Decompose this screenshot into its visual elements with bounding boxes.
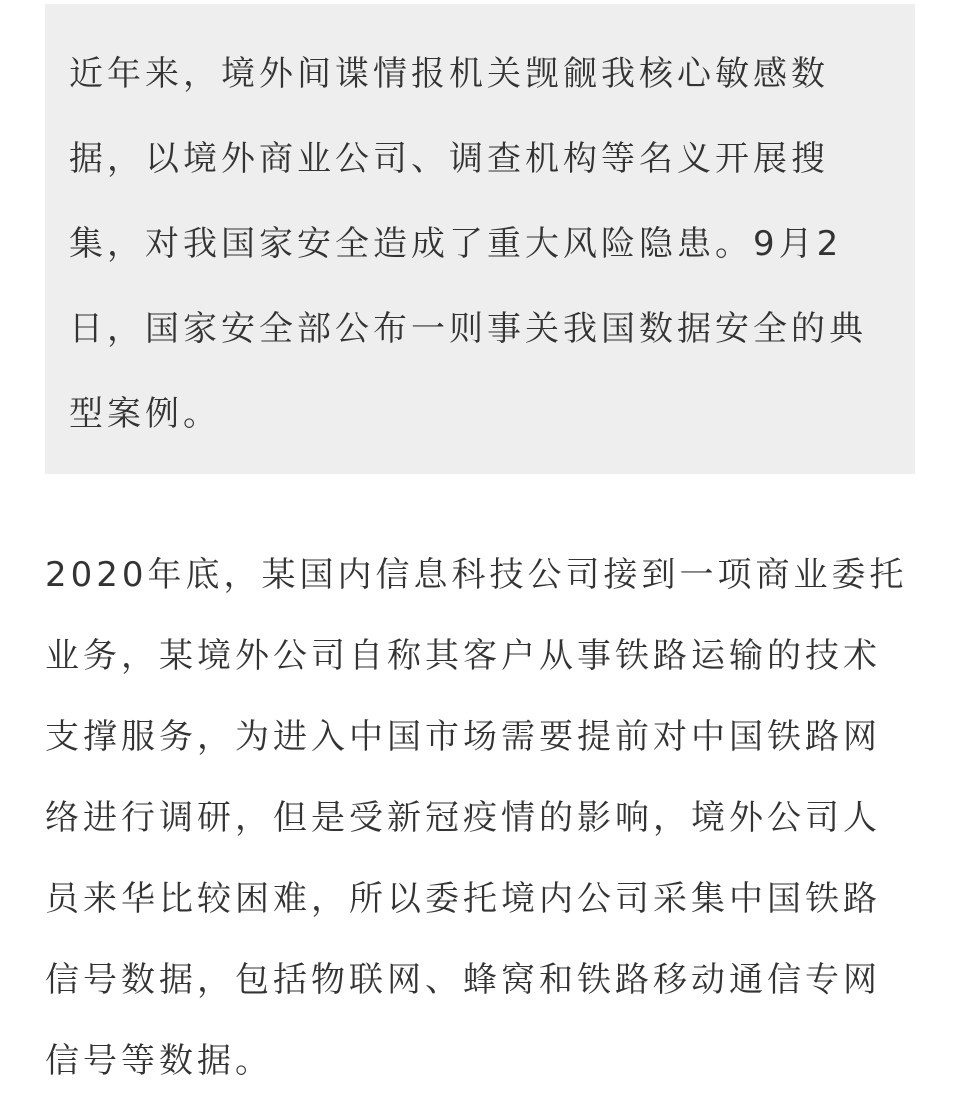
article-page xyxy=(0,4,960,1103)
summary-paragraph: 近年来，境外间谍情报机关觊觎我核心敏感数据，以境外商业公司、调查机构等名义开展搜集，对我国家安全造成了重大风险隐患。9月2日，国家安全部公布一则事关我国数据安全的典型案例。 xyxy=(69,54,867,434)
summary-box xyxy=(45,4,915,474)
body-paragraph: 2020年底，某国内信息科技公司接到一项商业委托业务，某境外公司自称其客户从事铁路运输的技术支撑服务，为进入中国市场需要提前对中国铁路网络进行调研，但是受新冠疫情的影响，境外公司人员来华比较困难，所以委托境内公司采集中国铁路信号数据，包括物联网、蜂窝和铁路移动通信专网信号等数据。 xyxy=(45,555,908,1081)
